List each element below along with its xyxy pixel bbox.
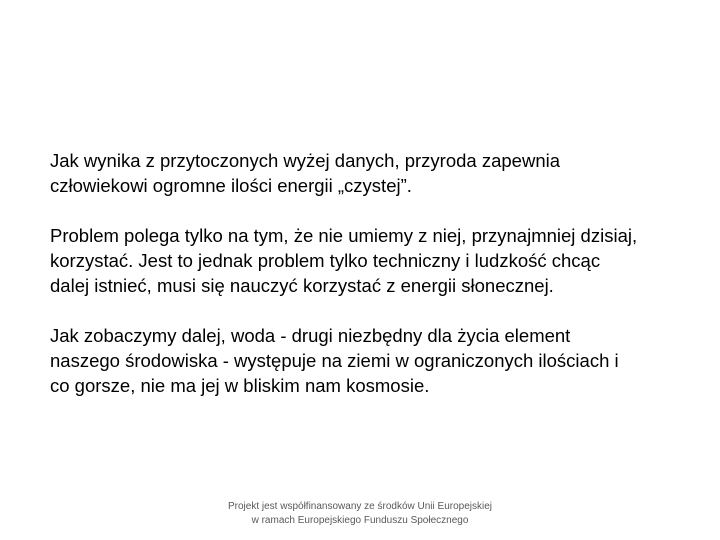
footer-eu-funding — [0, 500, 720, 528]
footer-line-1: Projekt jest współfinansowany ze środków Unii Europejskiej — [227, 501, 492, 512]
paragraph-water: Jak zobaczymy dalej, woda - drugi niezbędny dla życia element naszego środowiska - występuje na ziemi w ograniczonych ilościach i co gorsze, nie ma jej w bliskim nam kosmosie. — [50, 325, 619, 396]
paragraph-energy-nature: Jak wynika z przytoczonych wyżej danych, przyroda zapewnia człowiekowi ogromne ilości energii „czystej”. — [50, 150, 561, 196]
slide-body — [50, 148, 690, 398]
paragraph-energy-problem: Problem polega tylko na tym, że nie umiemy z niej, przynajmniej dzisiaj, korzystać. Jest to jednak problem tylko techniczny i ludzkość chcąc dalej istnieć, musi się nauczyć korzystać z energii słonecznej. — [50, 225, 638, 296]
footer-line-2: w ramach Europejskiego Funduszu Społecznego — [251, 515, 469, 526]
